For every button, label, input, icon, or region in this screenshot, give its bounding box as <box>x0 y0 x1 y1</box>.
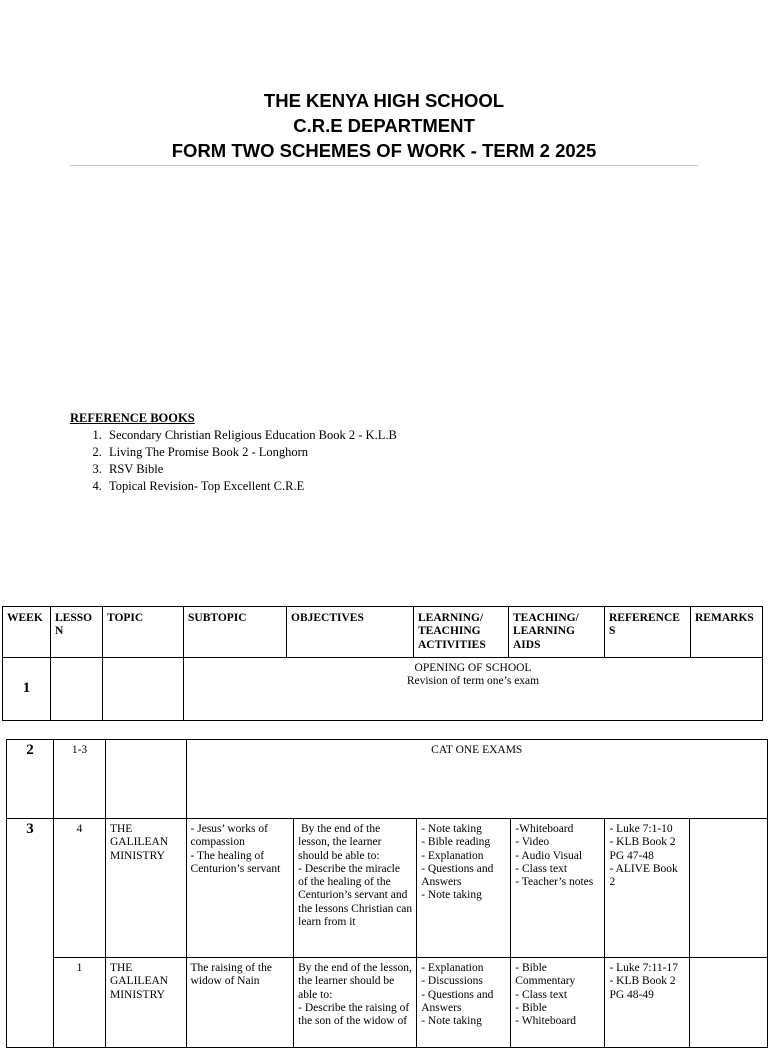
table-row-week-2 <box>7 740 768 819</box>
activity-line: - Questions and Answers <box>421 862 494 889</box>
scheme-table-body <box>6 739 768 1048</box>
aid-line: - Bible Commentary <box>515 962 576 988</box>
objectives-cell <box>294 958 417 1048</box>
objectives-cell <box>294 819 417 958</box>
table-row-week-1 <box>3 658 763 721</box>
lesson-cell: 1-3 <box>54 740 106 819</box>
subtopic-cell <box>186 819 294 958</box>
scheme-table-header <box>2 606 763 721</box>
aid-line: -Whiteboard <box>515 823 574 835</box>
week-number: 1 <box>3 658 51 721</box>
reference-book-item: 1. Secondary Christian Religious Education Book 2 - K.L.B <box>105 427 397 444</box>
activity-line: - Note taking <box>421 889 482 902</box>
cat-exams-cell: CAT ONE EXAMS <box>186 740 767 819</box>
objective-line: By the end of the lesson, the learner should be able to: <box>298 962 412 1001</box>
objective-line: - Describe the raising of the son of the widow of <box>298 1001 410 1028</box>
week-number: 2 <box>7 740 54 819</box>
subtopic-line: The raising of the widow of Nain <box>190 962 272 988</box>
lesson-cell: 4 <box>54 819 106 958</box>
opening-of-school-text: OPENING OF SCHOOL <box>414 662 532 674</box>
lesson-cell <box>51 658 103 721</box>
remarks-cell <box>690 819 768 958</box>
remarks-cell <box>690 958 768 1048</box>
subtopic-cell <box>186 958 294 1048</box>
reference-line: - KLB Book 2 PG 48-49 <box>609 975 676 1001</box>
reference-line: - Luke 7:1-10 <box>609 823 673 835</box>
activity-line: - Explanation <box>421 849 484 862</box>
aid-line: - Teacher’s notes <box>515 876 594 889</box>
school-name: THE KENYA HIGH SCHOOL <box>263 90 505 111</box>
header-divider <box>70 165 698 166</box>
reference-line: - KLB Book 2 PG 47-48 <box>609 836 676 862</box>
reference-book-item: 4. Topical Revision- Top Excellent C.R.E <box>105 478 397 495</box>
week-number: 3 <box>7 819 54 1048</box>
references-cell <box>605 819 690 958</box>
reference-book-item: 2. Living The Promise Book 2 - Longhorn <box>105 444 397 461</box>
table-row-week-3-lesson-2 <box>7 958 768 1048</box>
column-header-lesson: LESSO N <box>51 607 103 658</box>
department-name: C.R.E DEPARTMENT <box>293 115 475 136</box>
column-header-aids: TEACHING/ LEARNING AIDS <box>509 607 605 658</box>
reference-books-heading: REFERENCE BOOKS <box>70 411 195 425</box>
aids-cell <box>511 819 605 958</box>
aids-cell <box>511 958 605 1048</box>
aid-line: - Class text <box>515 988 568 1001</box>
activity-line: - Note taking <box>421 1015 482 1028</box>
activity-line: - Discussions <box>421 975 483 988</box>
aid-line: - Video <box>515 836 550 849</box>
subtopic-line: - The healing of Centurion’s servant <box>190 849 281 875</box>
table-header-row <box>3 607 763 658</box>
activity-line: - Explanation <box>421 962 484 974</box>
aid-line: - Class text <box>515 862 568 875</box>
topic-cell: THE GALILEAN MINISTRY <box>105 958 186 1048</box>
reference-book-item: 3. RSV Bible <box>105 461 397 478</box>
table-row-week-3 <box>7 819 768 958</box>
objective-line: - Describe the miracle of the healing of the Centurion’s servant and the lessons Christian can learn from it <box>298 862 413 929</box>
activities-cell <box>417 958 511 1048</box>
activity-line: - Questions and Answers <box>421 988 494 1014</box>
topic-cell: THE GALILEAN MINISTRY <box>105 819 186 958</box>
aid-line: - Bible <box>515 1001 547 1014</box>
reference-line: - Luke 7:11-17 <box>609 962 679 974</box>
aid-line: - Whiteboard <box>515 1015 577 1028</box>
lesson-cell: 1 <box>54 958 106 1048</box>
column-header-subtopic: SUBTOPIC <box>184 607 287 658</box>
activity-line: - Bible reading <box>421 836 491 849</box>
column-header-remarks: REMARKS <box>691 607 763 658</box>
document-header <box>70 88 698 163</box>
column-header-objectives: OBJECTIVES <box>287 607 414 658</box>
reference-books-section <box>70 410 397 495</box>
reference-line: - ALIVE Book 2 <box>609 862 678 889</box>
aid-line: - Audio Visual <box>515 849 583 862</box>
reference-books-list <box>70 427 397 495</box>
column-header-topic: TOPIC <box>103 607 184 658</box>
activity-line: - Note taking <box>421 823 482 835</box>
activities-cell <box>417 819 511 958</box>
revision-text: Revision of term one’s exam <box>406 675 540 688</box>
references-cell <box>605 958 690 1048</box>
merged-note-cell <box>184 658 763 721</box>
scheme-title: FORM TWO SCHEMES OF WORK - TERM 2 2025 <box>171 140 597 161</box>
topic-cell <box>105 740 186 819</box>
objective-line: By the end of the lesson, the learner should be able to: <box>298 823 385 862</box>
column-header-week: WEEK <box>3 607 51 658</box>
subtopic-line: - Jesus’ works of compassion <box>190 823 268 849</box>
column-header-activities: LEARNING/ TEACHING ACTIVITIES <box>414 607 509 658</box>
topic-cell <box>103 658 184 721</box>
column-header-references: REFERENCE S <box>605 607 691 658</box>
